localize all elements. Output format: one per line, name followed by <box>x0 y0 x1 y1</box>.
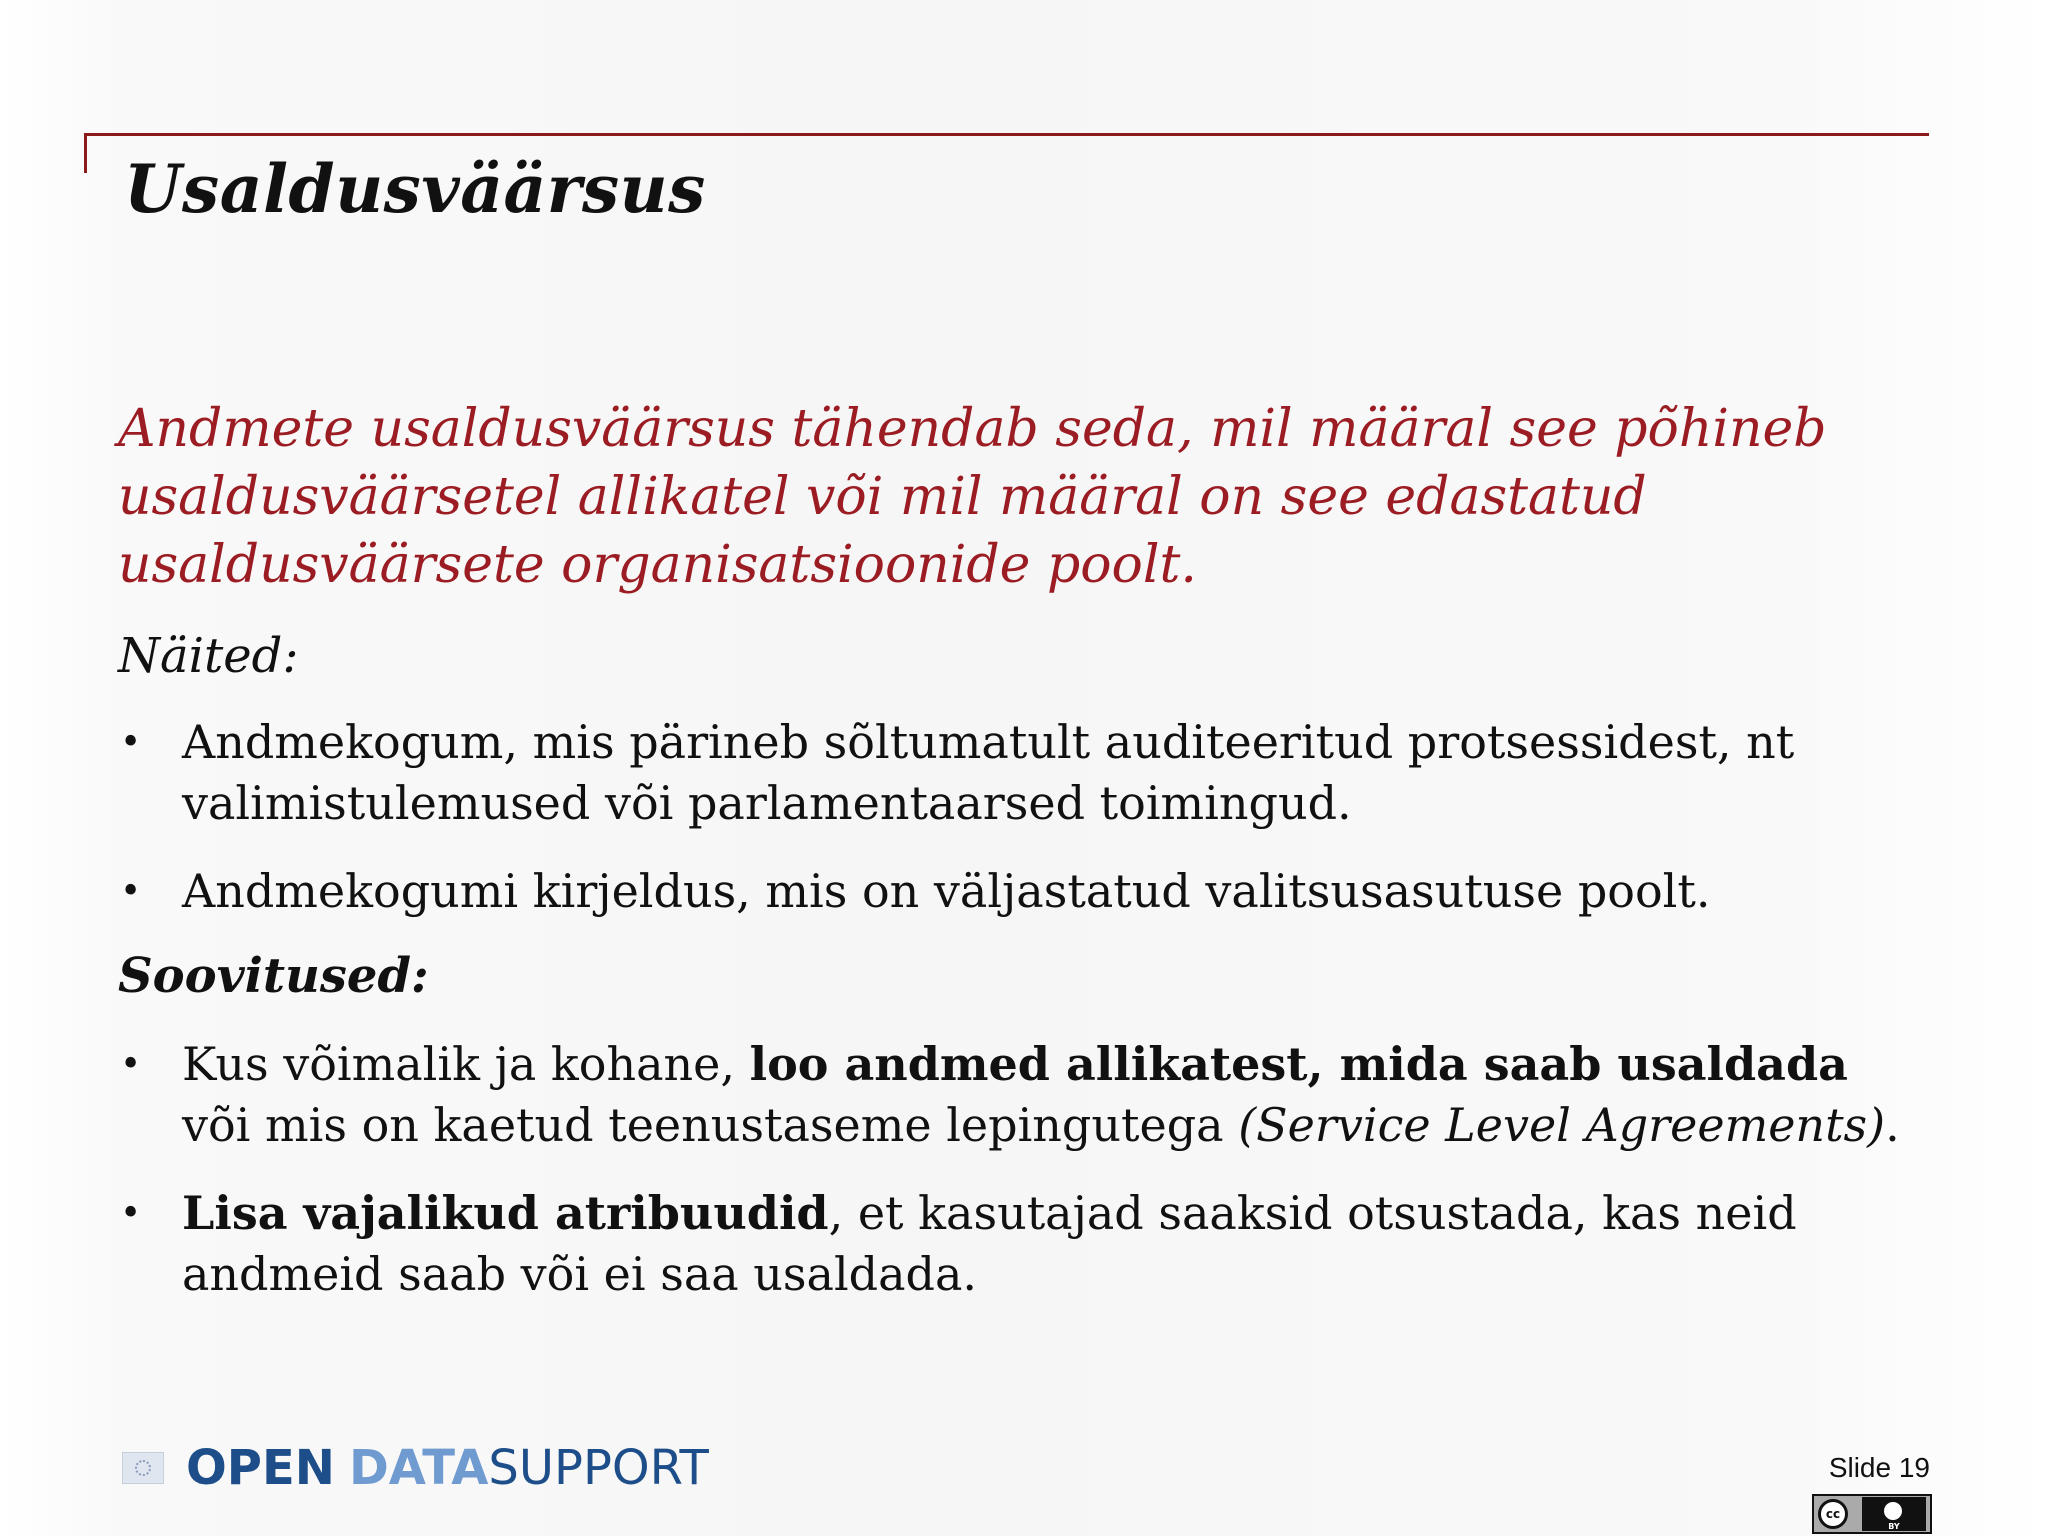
examples-heading: Näited: <box>118 628 299 684</box>
bullet: • <box>120 1044 142 1085</box>
examples-list <box>118 712 1918 949</box>
recommendation-emphasis: loo andmed allikatest, mida saab usaldada <box>749 1037 1848 1091</box>
list-item <box>118 861 1918 922</box>
creative-commons-icon: cc <box>1818 1499 1848 1529</box>
slide-number: Slide 19 <box>1828 1452 1930 1483</box>
cc-by-license-badge <box>1812 1494 1932 1534</box>
eu-flag-icon <box>122 1452 164 1484</box>
logo-text <box>186 1440 709 1496</box>
by-label: BY <box>1888 1522 1900 1531</box>
logo-open: OPEN <box>186 1440 335 1496</box>
recommendation-post: . <box>1885 1098 1900 1152</box>
example-text: Andmekogum, mis pärineb sõltumatult auditeeritud protsessidest, nt valimistulemused või parlamentaarsed toimingud. <box>182 715 1795 830</box>
title-rule <box>84 133 1929 136</box>
attribution-icon <box>1862 1497 1926 1531</box>
example-text: Andmekogumi kirjeldus, mis on väljastatud valitsusasutuse poolt. <box>182 864 1711 918</box>
list-item <box>118 1034 1918 1156</box>
recommendation-mid: või mis on kaetud teenustaseme lepingutega <box>182 1098 1239 1152</box>
open-data-support-logo <box>122 1440 709 1496</box>
bullet: • <box>120 722 142 763</box>
bullet: • <box>120 871 142 912</box>
recommendation-emphasis: Lisa vajalikud atribuudid <box>182 1186 829 1240</box>
definition-text: Andmete usaldusväärsus tähendab seda, mil määral see põhineb usaldusväärsetel allikatel või mil määral on see edastatud usaldusväärsete organisatsioonide poolt. <box>118 399 1827 595</box>
recommendations-heading: Soovitused: <box>118 948 429 1004</box>
logo-data: DATA <box>348 1440 489 1496</box>
title-rule-tick <box>84 133 87 173</box>
bullet: • <box>120 1193 142 1234</box>
recommendation-post: , et kasutajad saaksid otsustada, kas neid andmeid saab või ei saa usaldada. <box>182 1186 1797 1301</box>
person-icon <box>1882 1500 1904 1522</box>
recommendation-pre: Kus võimalik ja kohane, <box>182 1037 750 1091</box>
list-item <box>118 712 1918 834</box>
recommendation-italic: (Service Level Agreements) <box>1238 1098 1886 1152</box>
list-item <box>118 1183 1918 1305</box>
logo-support: SUPPORT <box>488 1440 709 1496</box>
recommendations-list <box>118 1034 1918 1332</box>
slide-title: Usaldusväärsus <box>124 150 706 228</box>
